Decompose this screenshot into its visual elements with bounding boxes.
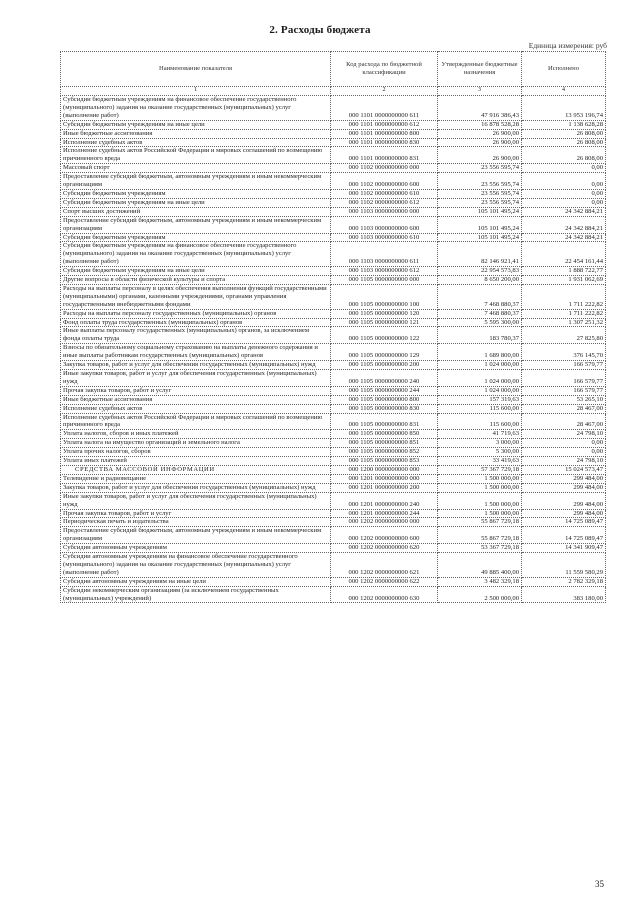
- row-executed: 14 341 909,47: [522, 544, 606, 553]
- row-executed: 0,00: [522, 448, 606, 457]
- row-executed: 26 808,00: [522, 138, 606, 147]
- row-name: Прочая закупка товаров, работ и услуг: [61, 386, 331, 395]
- row-approved: 47 916 386,43: [438, 96, 522, 121]
- row-name: Уплата налогов, сборов и иных платежей: [61, 430, 331, 439]
- row-approved: 115 600,00: [438, 404, 522, 413]
- row-name: Закупка товаров, работ и услуг для обеспечения государственных (муниципальных) нужд: [61, 483, 331, 492]
- row-code: 000 1103 0000000000 612: [331, 267, 438, 276]
- table-row: [61, 276, 606, 285]
- row-code: 000 1202 0000000000 620: [331, 544, 438, 553]
- row-executed: 22 454 161,44: [522, 242, 606, 267]
- row-executed: 166 579,77: [522, 361, 606, 370]
- row-code: 000 1105 0000000000 850: [331, 430, 438, 439]
- header-approved: Утвержденные бюджетные назначения: [438, 52, 522, 87]
- row-code: 000 1105 0000000000 800: [331, 395, 438, 404]
- table-row: [61, 96, 606, 121]
- header-code: Код расхода по бюджетной классификации: [331, 52, 438, 87]
- column-number: 1: [61, 87, 331, 96]
- row-executed: 299 484,00: [522, 483, 606, 492]
- table-row: [61, 164, 606, 173]
- row-approved: 105 101 495,24: [438, 216, 522, 233]
- budget-table: [60, 51, 606, 603]
- row-name: Закупка товаров, работ и услуг для обеспечения государственных (муниципальных) нужд: [61, 361, 331, 370]
- row-approved: 3 000,00: [438, 439, 522, 448]
- row-approved: 2 500 000,00: [438, 586, 522, 603]
- row-name: Субсидии бюджетным учреждениям: [61, 189, 331, 198]
- row-name: Субсидии бюджетным учреждениям на иные цели: [61, 267, 331, 276]
- row-code: 000 1105 0000000000 853: [331, 457, 438, 466]
- row-code: 000 1103 0000000000 611: [331, 242, 438, 267]
- row-approved: 57 367 729,18: [438, 465, 522, 474]
- table-row: [61, 448, 606, 457]
- table-row: [61, 577, 606, 586]
- row-approved: 183 780,37: [438, 327, 522, 344]
- row-code: 000 1201 0000000000 000: [331, 474, 438, 483]
- column-number: 3: [438, 87, 522, 96]
- table-row: [61, 309, 606, 318]
- page-title: 2. Расходы бюджета: [269, 24, 371, 36]
- row-approved: 7 468 880,37: [438, 284, 522, 309]
- row-executed: 14 725 089,47: [522, 518, 606, 527]
- row-name: Субсидии бюджетным учреждениям на иные цели: [61, 198, 331, 207]
- row-code: 000 1105 0000000000 851: [331, 439, 438, 448]
- row-code: 000 1202 0000000000 600: [331, 527, 438, 544]
- row-code: 000 1105 0000000000 100: [331, 284, 438, 309]
- page-number: 35: [595, 879, 604, 889]
- table-row: [61, 120, 606, 129]
- row-name: Телевидение и радиовещание: [61, 474, 331, 483]
- row-code: 000 1200 0000000000 000: [331, 465, 438, 474]
- row-code: 000 1102 0000000000 000: [331, 164, 438, 173]
- row-name: Расходы на выплаты персоналу государственных (муниципальных) органов: [61, 309, 331, 318]
- table-row: [61, 129, 606, 138]
- row-approved: 7 468 880,37: [438, 309, 522, 318]
- row-approved: 1 500 000,00: [438, 483, 522, 492]
- row-name: Субсидии бюджетным учреждениям: [61, 233, 331, 242]
- table-row: [61, 439, 606, 448]
- table-row: [61, 138, 606, 147]
- row-code: 000 1105 0000000000 000: [331, 276, 438, 285]
- row-name: Спорт высших достижений: [61, 207, 331, 216]
- row-executed: 0,00: [522, 164, 606, 173]
- column-number-row: [61, 87, 606, 96]
- table-row: [61, 327, 606, 344]
- row-executed: 27 825,80: [522, 327, 606, 344]
- row-executed: 26 808,00: [522, 129, 606, 138]
- row-code: 000 1101 0000000000 831: [331, 147, 438, 164]
- row-executed: 53 265,10: [522, 395, 606, 404]
- row-executed: 1 931 062,69: [522, 276, 606, 285]
- row-executed: 1 711 222,82: [522, 309, 606, 318]
- table-row: [61, 509, 606, 518]
- row-code: 000 1102 0000000000 610: [331, 189, 438, 198]
- table-row: [61, 483, 606, 492]
- table-row: [61, 457, 606, 466]
- row-name: Иные закупки товаров, работ и услуг для обеспечения государственных (муниципальных) нужд: [61, 492, 331, 509]
- row-executed: 15 024 573,47: [522, 465, 606, 474]
- row-code: 000 1101 0000000000 800: [331, 129, 438, 138]
- row-name: Субсидии некоммерческим организациям (за исключением государственных (муниципальных) учреждений): [61, 586, 331, 603]
- row-name: Иные выплаты персоналу государственных (муниципальных) органов, за исключением фонда оплаты труда: [61, 327, 331, 344]
- row-name: Уплата налога на имущество организаций и земельного налога: [61, 439, 331, 448]
- row-executed: 28 467,00: [522, 404, 606, 413]
- row-code: 000 1105 0000000000 120: [331, 309, 438, 318]
- row-executed: 299 484,00: [522, 474, 606, 483]
- table-row: [61, 198, 606, 207]
- table-row: [61, 233, 606, 242]
- row-approved: 105 101 495,24: [438, 233, 522, 242]
- row-approved: 1 024 000,00: [438, 386, 522, 395]
- row-executed: 24 342 884,21: [522, 233, 606, 242]
- row-approved: 105 101 495,24: [438, 207, 522, 216]
- row-approved: 26 900,00: [438, 147, 522, 164]
- row-name: Исполнение судебных актов: [61, 138, 331, 147]
- table-row: [61, 395, 606, 404]
- row-approved: 1 024 000,00: [438, 370, 522, 387]
- row-code: 000 1103 0000000000 610: [331, 233, 438, 242]
- row-executed: 24 342 884,21: [522, 207, 606, 216]
- table-row: [61, 242, 606, 267]
- table-row: [61, 173, 606, 190]
- row-approved: 8 650 200,00: [438, 276, 522, 285]
- row-approved: 53 367 729,18: [438, 544, 522, 553]
- row-executed: 0,00: [522, 198, 606, 207]
- row-executed: 24 342 884,21: [522, 216, 606, 233]
- table-row: [61, 344, 606, 361]
- table-row: [61, 386, 606, 395]
- row-approved: 41 719,63: [438, 430, 522, 439]
- row-approved: 1 689 800,00: [438, 344, 522, 361]
- row-code: 000 1103 0000000000 000: [331, 207, 438, 216]
- row-approved: 1 500 000,00: [438, 509, 522, 518]
- row-executed: 1 711 222,82: [522, 284, 606, 309]
- header-row: [61, 52, 606, 87]
- row-name: Уплата прочих налогов, сборов: [61, 448, 331, 457]
- row-approved: 3 482 329,18: [438, 577, 522, 586]
- row-approved: 16 878 528,28: [438, 120, 522, 129]
- row-executed: 166 579,77: [522, 386, 606, 395]
- row-approved: 23 556 595,74: [438, 189, 522, 198]
- row-executed: 0,00: [522, 189, 606, 198]
- row-name: Субсидии бюджетным учреждениям на иные цели: [61, 120, 331, 129]
- row-approved: 26 900,00: [438, 138, 522, 147]
- row-approved: 23 556 595,74: [438, 173, 522, 190]
- table-row: [61, 553, 606, 578]
- row-approved: 82 146 921,41: [438, 242, 522, 267]
- row-executed: 166 579,77: [522, 370, 606, 387]
- row-code: 000 1105 0000000000 831: [331, 413, 438, 430]
- units-label: Единица измерения: руб: [528, 41, 607, 50]
- table-row: [61, 492, 606, 509]
- row-executed: 24 798,10: [522, 457, 606, 466]
- row-code: 000 1102 0000000000 612: [331, 198, 438, 207]
- row-code: 000 1101 0000000000 612: [331, 120, 438, 129]
- table-row: [61, 147, 606, 164]
- column-number: 4: [522, 87, 606, 96]
- table-row: [61, 207, 606, 216]
- row-code: 000 1103 0000000000 600: [331, 216, 438, 233]
- row-code: 000 1105 0000000000 830: [331, 404, 438, 413]
- header-name: Наименование показателя: [61, 52, 331, 87]
- row-approved: 22 954 573,83: [438, 267, 522, 276]
- row-name: Иные бюджетные ассигнования: [61, 129, 331, 138]
- row-name: Уплата иных платежей: [61, 457, 331, 466]
- table-row: [61, 586, 606, 603]
- table-row: [61, 404, 606, 413]
- table-row: [61, 267, 606, 276]
- table-row: [61, 370, 606, 387]
- row-approved: 115 600,00: [438, 413, 522, 430]
- table-row: [61, 430, 606, 439]
- row-name: Предоставление субсидий бюджетным, автономным учреждениям и иным некоммерческим организациям: [61, 216, 331, 233]
- row-name: Другие вопросы в области физической культуры и спорта: [61, 276, 331, 285]
- row-code: 000 1105 0000000000 852: [331, 448, 438, 457]
- row-code: 000 1201 0000000000 200: [331, 483, 438, 492]
- table-row: [61, 544, 606, 553]
- row-approved: 55 867 729,18: [438, 527, 522, 544]
- row-approved: 49 885 400,00: [438, 553, 522, 578]
- row-name: Субсидии бюджетным учреждениям на финансовое обеспечение государственного (муниципального) задания на оказание государственных (муниципальных) услуг (выполнение работ): [61, 96, 331, 121]
- row-executed: 1 307 251,32: [522, 318, 606, 327]
- row-name: Массовый спорт: [61, 164, 331, 173]
- row-approved: 157 319,63: [438, 395, 522, 404]
- row-code: 000 1105 0000000000 244: [331, 386, 438, 395]
- row-code: 000 1102 0000000000 600: [331, 173, 438, 190]
- column-number: 2: [331, 87, 438, 96]
- row-code: 000 1101 0000000000 830: [331, 138, 438, 147]
- row-approved: 55 867 729,18: [438, 518, 522, 527]
- row-name: Субсидии бюджетным учреждениям на финансовое обеспечение государственного (муниципального) задания на оказание государственных (муниципальных) услуг (выполнение работ): [61, 242, 331, 267]
- row-executed: 2 782 329,18: [522, 577, 606, 586]
- row-approved: 5 595 300,00: [438, 318, 522, 327]
- row-executed: 11 559 580,29: [522, 553, 606, 578]
- row-approved: 26 900,00: [438, 129, 522, 138]
- row-executed: 26 808,00: [522, 147, 606, 164]
- row-code: 000 1202 0000000000 000: [331, 518, 438, 527]
- row-executed: 24 798,10: [522, 430, 606, 439]
- row-code: 000 1201 0000000000 244: [331, 509, 438, 518]
- row-approved: 1 500 000,00: [438, 474, 522, 483]
- row-code: 000 1105 0000000000 200: [331, 361, 438, 370]
- row-code: 000 1101 0000000000 611: [331, 96, 438, 121]
- row-code: 000 1105 0000000000 121: [331, 318, 438, 327]
- row-name: Иные закупки товаров, работ и услуг для обеспечения государственных (муниципальных) нужд: [61, 370, 331, 387]
- table-row: [61, 361, 606, 370]
- row-name: Исполнение судебных актов: [61, 404, 331, 413]
- table-row: [61, 465, 606, 474]
- row-name: Субсидии автономным учреждениям на финансовое обеспечение государственного (муниципального) задания на оказание государственных (муниципальных) услуг (выполнение работ): [61, 553, 331, 578]
- row-name: Прочая закупка товаров, работ и услуг: [61, 509, 331, 518]
- row-code: 000 1105 0000000000 122: [331, 327, 438, 344]
- table-row: [61, 216, 606, 233]
- row-executed: 376 145,70: [522, 344, 606, 361]
- row-name: Периодическая печать и издательства: [61, 518, 331, 527]
- row-executed: 1 888 722,77: [522, 267, 606, 276]
- row-code: 000 1105 0000000000 240: [331, 370, 438, 387]
- row-executed: 299 484,00: [522, 509, 606, 518]
- row-code: 000 1201 0000000000 240: [331, 492, 438, 509]
- row-executed: 13 953 196,74: [522, 96, 606, 121]
- row-code: 000 1202 0000000000 622: [331, 577, 438, 586]
- row-approved: 23 556 595,74: [438, 164, 522, 173]
- row-approved: 1 024 000,00: [438, 361, 522, 370]
- row-approved: 5 300,00: [438, 448, 522, 457]
- row-executed: 0,00: [522, 173, 606, 190]
- header-executed: Исполнено: [522, 52, 606, 87]
- row-name: Предоставление субсидий бюджетным, автономным учреждениям и иным некоммерческим организациям: [61, 173, 331, 190]
- table-row: [61, 518, 606, 527]
- table-row: [61, 189, 606, 198]
- row-name: Взносы по обязательному социальному страхованию на выплаты денежного содержания и иные выплаты работникам государственных (муниципальных) органов: [61, 344, 331, 361]
- row-code: 000 1202 0000000000 621: [331, 553, 438, 578]
- row-name: Расходы на выплаты персоналу в целях обеспечения выполнения функций государственными (муниципальными) органами, казенными учреждениями, органами управления государственными внебюджетными фондами: [61, 284, 331, 309]
- row-executed: 28 467,00: [522, 413, 606, 430]
- row-code: 000 1202 0000000000 630: [331, 586, 438, 603]
- row-name: СРЕДСТВА МАССОВОЙ ИНФОРМАЦИИ: [61, 465, 331, 474]
- table-row: [61, 318, 606, 327]
- row-name: Субсидии автономным учреждениям на иные цели: [61, 577, 331, 586]
- row-name: Предоставление субсидий бюджетным, автономным учреждениям и иным некоммерческим организациям: [61, 527, 331, 544]
- row-name: Иные бюджетные ассигнования: [61, 395, 331, 404]
- table-row: [61, 527, 606, 544]
- row-name: Исполнение судебных актов Российской Федерации и мировых соглашений по возмещению причиненного вреда: [61, 147, 331, 164]
- row-code: 000 1105 0000000000 129: [331, 344, 438, 361]
- table-row: [61, 474, 606, 483]
- table-row: [61, 284, 606, 309]
- row-executed: 14 725 089,47: [522, 527, 606, 544]
- row-name: Субсидии автономным учреждениям: [61, 544, 331, 553]
- table-row: [61, 413, 606, 430]
- row-approved: 1 500 000,00: [438, 492, 522, 509]
- row-name: Исполнение судебных актов Российской Федерации и мировых соглашений по возмещению причиненного вреда: [61, 413, 331, 430]
- row-executed: 0,00: [522, 439, 606, 448]
- row-executed: 299 484,00: [522, 492, 606, 509]
- row-executed: 383 180,00: [522, 586, 606, 603]
- row-approved: 23 556 595,74: [438, 198, 522, 207]
- row-name: Фонд оплаты труда государственных (муниципальных) органов: [61, 318, 331, 327]
- row-approved: 33 419,63: [438, 457, 522, 466]
- row-executed: 1 138 628,28: [522, 120, 606, 129]
